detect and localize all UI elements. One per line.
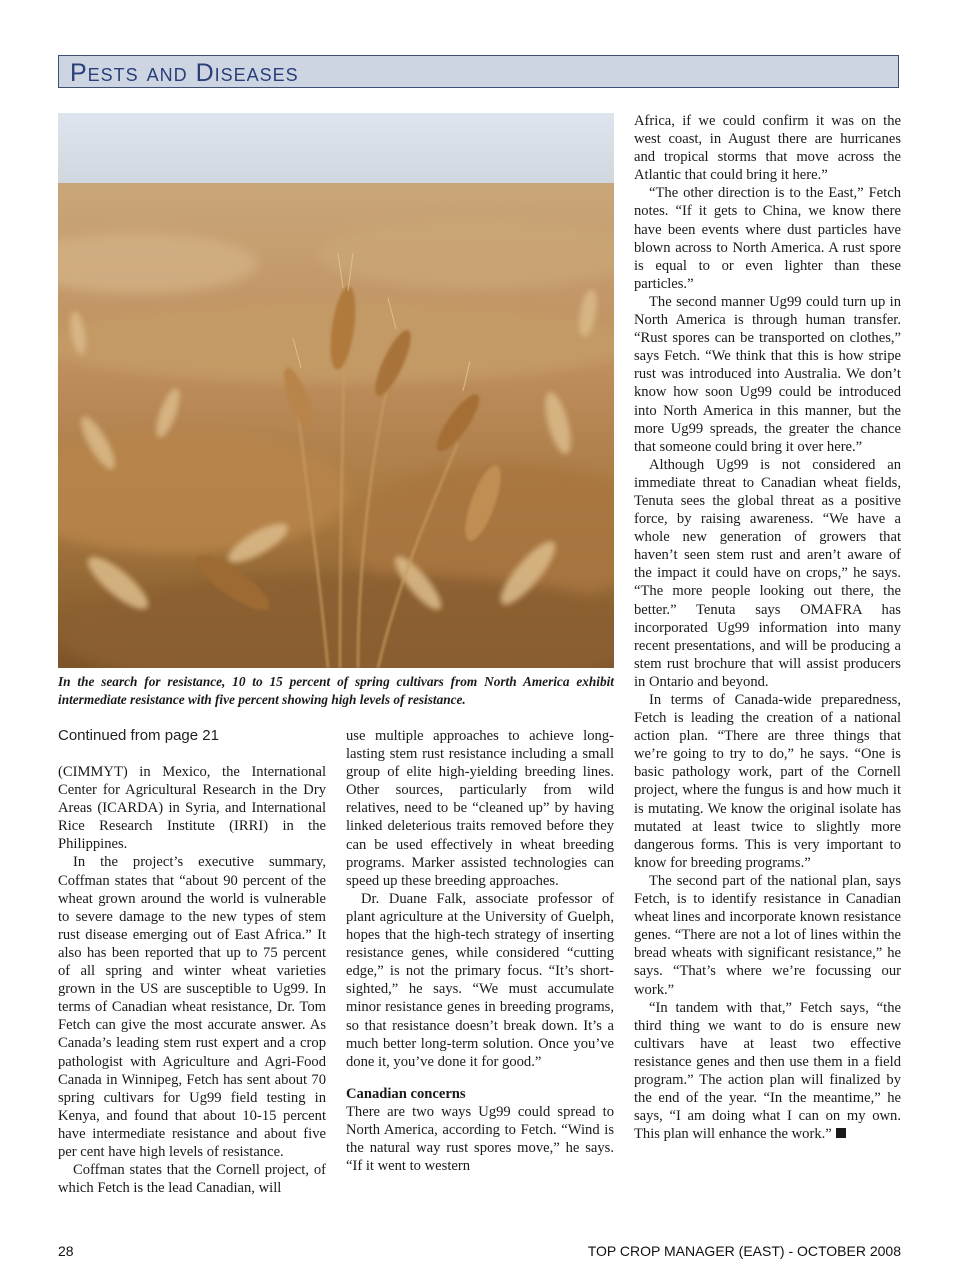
wheat-field-illustration (58, 113, 614, 668)
last-paragraph (634, 999, 901, 1144)
paragraph: In terms of Canada-wide preparedness, Fetch is leading the creation of a national action plan. “There are three things that we’re going to try to do,” he says. “One is basic pathology work, part of the Cornell project, where the fungus is and how much it is mutating. We know the original isolate has mutated at least twice to slightly more dangerous forms. This is very important to know for breeding programs.” (634, 692, 901, 871)
subheading: Canadian concerns (346, 1085, 466, 1102)
article-column-2 (346, 727, 614, 1175)
article-column-1 (58, 763, 326, 1197)
paragraph: use multiple approaches to achieve long-lasting stem rust resistance including a small group of elite high-yielding breeding lines. Other sources, particularly from wild relatives, need to be “cleaned up” by having linked deleterious traits removed before they can be used effectively in wheat breeding programs. Marker assisted technologies can speed up these breeding approaches. (346, 728, 614, 889)
end-mark-icon (836, 1128, 846, 1138)
publication-info: TOP CROP MANAGER (EAST) - OCTOBER 2008 (587, 1243, 901, 1259)
paragraph: “The other direction is to the East,” Fetch notes. “If it gets to China, we know there have been events where dust particles have blown across to North America. A rust spore is equal to or even lighter than these particles.” (634, 185, 901, 292)
paragraph: (CIMMYT) in Mexico, the International Center for Agricultural Research in the Dry Areas (ICARDA) in Syria, and International Rice Research Institute (IRRI) in the Philippines. (58, 764, 326, 853)
photo-caption: In the search for resistance, 10 to 15 percent of spring cultivars from North America exhibit intermediate resistance with five percent showing high levels of resistance. (58, 674, 614, 707)
paragraph: Although Ug99 is not considered an immediate threat to Canadian wheat fields, Tenuta sees the global threat as a positive force, by raising awareness. “We have a whole new generation of growers that haven’t seen stem rust and aren’t aware of the impact it could have on crops,” he says. “The more people looking out there, the better.” Tenuta says OMAFRA has incorporated Ug99 information into many recent presentations, and will be producing a stem rust brochure that will assist producers in Ontario and beyond. (634, 456, 901, 690)
paragraph: The second manner Ug99 could turn up in North America is through human transfer. “Rust spores can be transported on clothes,” says Fetch. “We think that this is how stripe rust was introduced into Australia. We don’t know how soon Ug99 could be introduced into North America in this manner, but the more Ug99 spreads, the greater the chance that someone could bring it over here.” (634, 293, 901, 455)
wheat-photo (58, 113, 614, 668)
page-number: 28 (58, 1243, 74, 1259)
paragraph: There are two ways Ug99 could spread to North America, according to Fetch. “Wind is the natural way rust spores move,” he says. “If it went to western (346, 1103, 614, 1175)
continued-label: Continued from page 21 (58, 727, 219, 744)
paragraph-text: “In tandem with that,” Fetch says, “the third thing we want to do is ensure new cultivars have at least two effective resistance genes and then use them in a field program.” The action plan will finalized by the end of the year. “In the meantime,” he says, “I am doing what I can on my own. This plan will enhance the work.” (634, 999, 901, 1143)
paragraph: The second part of the national plan, says Fetch, is to identify resistance in Canadian wheat lines and incorporate known resistance genes. “There are not a lot of lines within the bread wheats with significant resistance,” he says. “That’s where we’re focussing our work.” (634, 872, 901, 998)
paragraph: Africa, if we could confirm it was on the west coast, in August there are hurricanes and tropical storms that move across the Atlantic that could bring it here.” (634, 113, 901, 184)
paragraph: Dr. Duane Falk, associate professor of plant agriculture at the University of Guelph, hopes that the high-tech strategy of inserting resistance genes, while considered “cutting edge,” is not the primary focus. “It’s short-sighted,” he says. “We must accumulate minor resistance genes in breeding programs, so that resistance doesn’t break down. It’s a much better long-term solution. Once you’ve done it, you’ve done it for good.” (346, 890, 614, 1070)
article-column-3 (634, 112, 901, 1143)
section-header (58, 55, 899, 88)
paragraph: Coffman states that the Cornell project, of which Fetch is the lead Canadian, will (58, 1162, 326, 1197)
paragraph: In the project’s executive summary, Coffman states that “about 90 percent of the wheat grown around the world is vulnerable to severe damage to the new types of stem rust disease emerging out of East Africa.” It also has been reported that up to 75 percent of all spring and winter wheat varieties grown in the US are susceptible to Ug99. In terms of Canadian wheat resistance, Dr. Tom Fetch can give the most accurate answer. As Canada’s leading stem rust expert and a crop pathologist with Agriculture and Agri-Food Canada in Winnipeg, Fetch has sent about 70 spring cultivars for Ug99 field testing in Kenya, and found that about 10-15 percent have intermediate resistance and about five per cent have high levels of resistance. (58, 854, 326, 1160)
section-title: Pests and Diseases (70, 59, 299, 87)
